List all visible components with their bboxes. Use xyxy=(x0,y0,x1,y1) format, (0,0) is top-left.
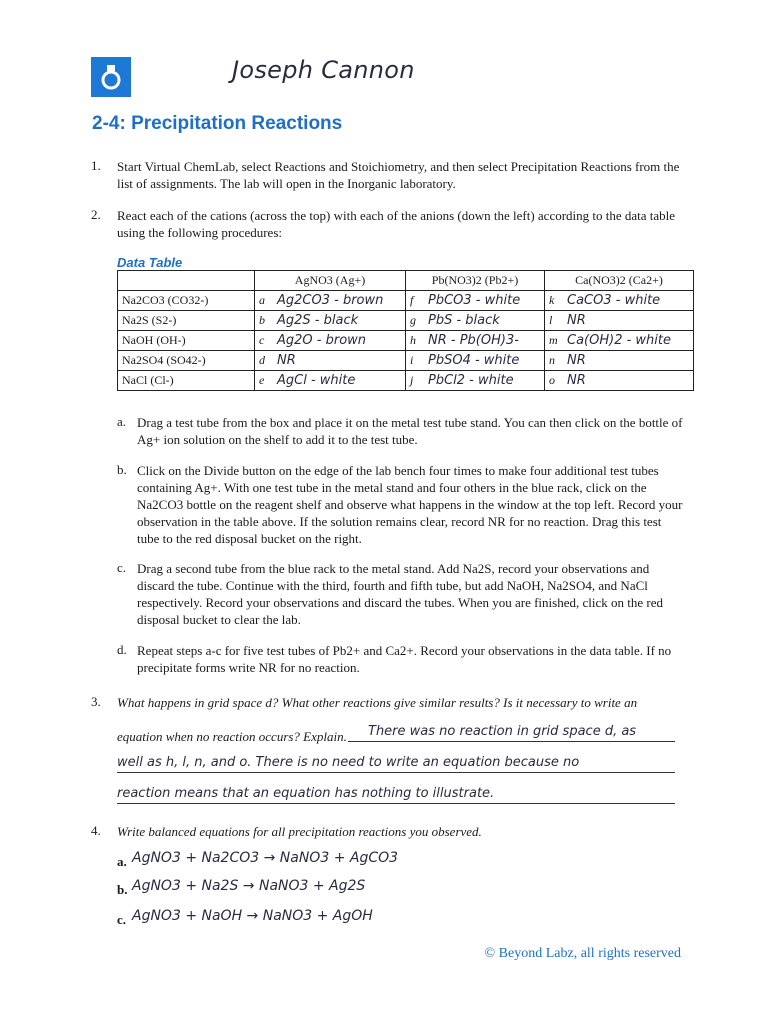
answer-rule-1 xyxy=(348,741,675,742)
page-title: 2-4: Precipitation Reactions xyxy=(92,113,343,134)
cell-letter: n xyxy=(549,353,555,367)
cell-letter: h xyxy=(410,333,416,347)
anion-label: Na2S (S2-) xyxy=(118,311,255,331)
anion-label: NaCl (Cl-) xyxy=(118,371,255,391)
procedure-c-text: Drag a second tube from the blue rack to the metal stand. Add Na2S, record your observations and discard the tube. Continue with the third, fourth and fifth tube, but add NaOH, Na2SO4, and NaCl respectively. Record your observations and discard the tubes. When you are finished, click on the red disposal bucket to clear the lab. xyxy=(137,561,663,627)
cell-letter: l xyxy=(549,313,553,327)
step-1-number: 1. xyxy=(91,158,101,173)
table-header-blank xyxy=(118,271,255,291)
cell-letter: g xyxy=(410,313,416,327)
table-row xyxy=(118,311,694,331)
beyond-labz-logo xyxy=(91,57,131,97)
copyright-footer: © Beyond Labz, all rights reserved xyxy=(484,946,681,961)
procedure-d-letter: d. xyxy=(117,642,127,657)
table-row xyxy=(118,351,694,371)
equation-a-letter: a. xyxy=(117,854,127,869)
table-header-ca: Ca(NO3)2 (Ca2+) xyxy=(545,271,694,291)
procedure-c-letter: c. xyxy=(117,560,127,575)
cell-answer: Ag2S - black xyxy=(277,313,359,328)
procedure-a-letter: a. xyxy=(117,414,127,429)
data-table xyxy=(117,270,694,391)
anion-label: Na2CO3 (CO32-) xyxy=(118,291,255,311)
equation-a: AgNO3 + Na2CO3 → NaNO3 + AgCO3 xyxy=(132,850,399,866)
cell-letter: f xyxy=(410,293,414,307)
cell-answer: CaCO3 - white xyxy=(567,293,661,308)
equation-c: AgNO3 + NaOH → NaNO3 + AgOH xyxy=(132,908,373,924)
cell-letter: e xyxy=(259,373,265,387)
cell-letter: m xyxy=(549,333,558,347)
cell-answer: Ag2O - brown xyxy=(277,333,367,348)
cell-answer: NR xyxy=(567,313,586,328)
cell-answer: PbCO3 - white xyxy=(428,293,521,308)
cell-answer: NR - Pb(OH)3- xyxy=(428,333,519,348)
equation-b: AgNO3 + Na2S → NaNO3 + Ag2S xyxy=(132,878,366,894)
question-4-prompt: Write balanced equations for all precipitation reactions you observed. xyxy=(117,824,482,839)
question-4-number: 4. xyxy=(91,823,101,838)
procedure-d-text: Repeat steps a-c for five test tubes of Pb2+ and Ca2+. Record your observations in the data table. If no precipitate forms write NR for no reaction. xyxy=(137,643,672,675)
answer-line-3: reaction means that an equation has nothing to illustrate. xyxy=(117,786,495,801)
procedure-b-text: Click on the Divide button on the edge of the lab bench four times to make four additional test tubes containing Ag+. With one test tube in the metal stand and four others in the blue rack, click on the Na2CO3 bottle on the reagent shelf and observe what happens in the window at the top left. Record your observation in the table above. If the solution remains clear, record NR for no reaction. Drag this test tube to the red disposal bucket on the right. xyxy=(137,463,683,546)
answer-line-2: well as h, l, n, and o. There is no need to write an equation because no xyxy=(117,755,580,770)
answer-rule-3 xyxy=(117,803,675,804)
equation-c-letter: c. xyxy=(117,912,127,927)
equation-b-letter: b. xyxy=(117,882,128,897)
cell-letter: i xyxy=(410,353,414,367)
anion-label: NaOH (OH-) xyxy=(118,331,255,351)
table-header-ag: AgNO3 (Ag+) xyxy=(255,271,406,291)
cell-answer: Ag2CO3 - brown xyxy=(277,293,384,308)
cell-letter: a xyxy=(259,293,265,307)
cell-letter: d xyxy=(259,353,265,367)
step-1-text: Start Virtual ChemLab, select Reactions and Stoichiometry, and then select Precipitation Reactions from the list of assignments. The lab will open in the Inorganic laboratory. xyxy=(117,159,680,191)
cell-letter: j xyxy=(410,373,414,387)
table-row xyxy=(118,371,694,391)
step-2-text: React each of the cations (across the top) with each of the anions (down the left) according to the data table using the following procedures: xyxy=(117,208,676,240)
cell-answer: PbS - black xyxy=(428,313,500,328)
cell-letter: c xyxy=(259,333,265,347)
cell-answer: PbCl2 - white xyxy=(428,373,514,388)
cell-letter: o xyxy=(549,373,555,387)
cell-answer: NR xyxy=(277,353,296,368)
cell-answer: NR xyxy=(567,353,586,368)
cell-answer: Ca(OH)2 - white xyxy=(567,333,671,348)
table-row xyxy=(118,331,694,351)
student-name: Joseph Cannon xyxy=(232,56,415,84)
question-3-number: 3. xyxy=(91,694,101,709)
cell-letter: k xyxy=(549,293,555,307)
table-header-pb: Pb(NO3)2 (Pb2+) xyxy=(406,271,545,291)
answer-line-1: There was no reaction in grid space d, as xyxy=(368,724,637,739)
answer-rule-2 xyxy=(117,772,675,773)
table-row xyxy=(118,291,694,311)
cell-answer: AgCl - white xyxy=(277,373,356,388)
cell-answer: PbSO4 - white xyxy=(428,353,520,368)
question-3-prompt-line2: equation when no reaction occurs? Explain. xyxy=(117,729,347,744)
anion-label: Na2SO4 (SO42-) xyxy=(118,351,255,371)
step-2-number: 2. xyxy=(91,207,101,222)
cell-letter: b xyxy=(259,313,265,327)
procedure-a-text: Drag a test tube from the box and place it on the metal test tube stand. You can then click on the bottle of Ag+ ion solution on the shelf to add it to the test tube. xyxy=(137,415,683,447)
cell-answer: NR xyxy=(567,373,586,388)
procedure-b-letter: b. xyxy=(117,462,127,477)
question-3-prompt-line1: What happens in grid space d? What other reactions give similar results? Is it necessary to write an xyxy=(117,695,638,710)
data-table-title: Data Table xyxy=(117,255,183,270)
